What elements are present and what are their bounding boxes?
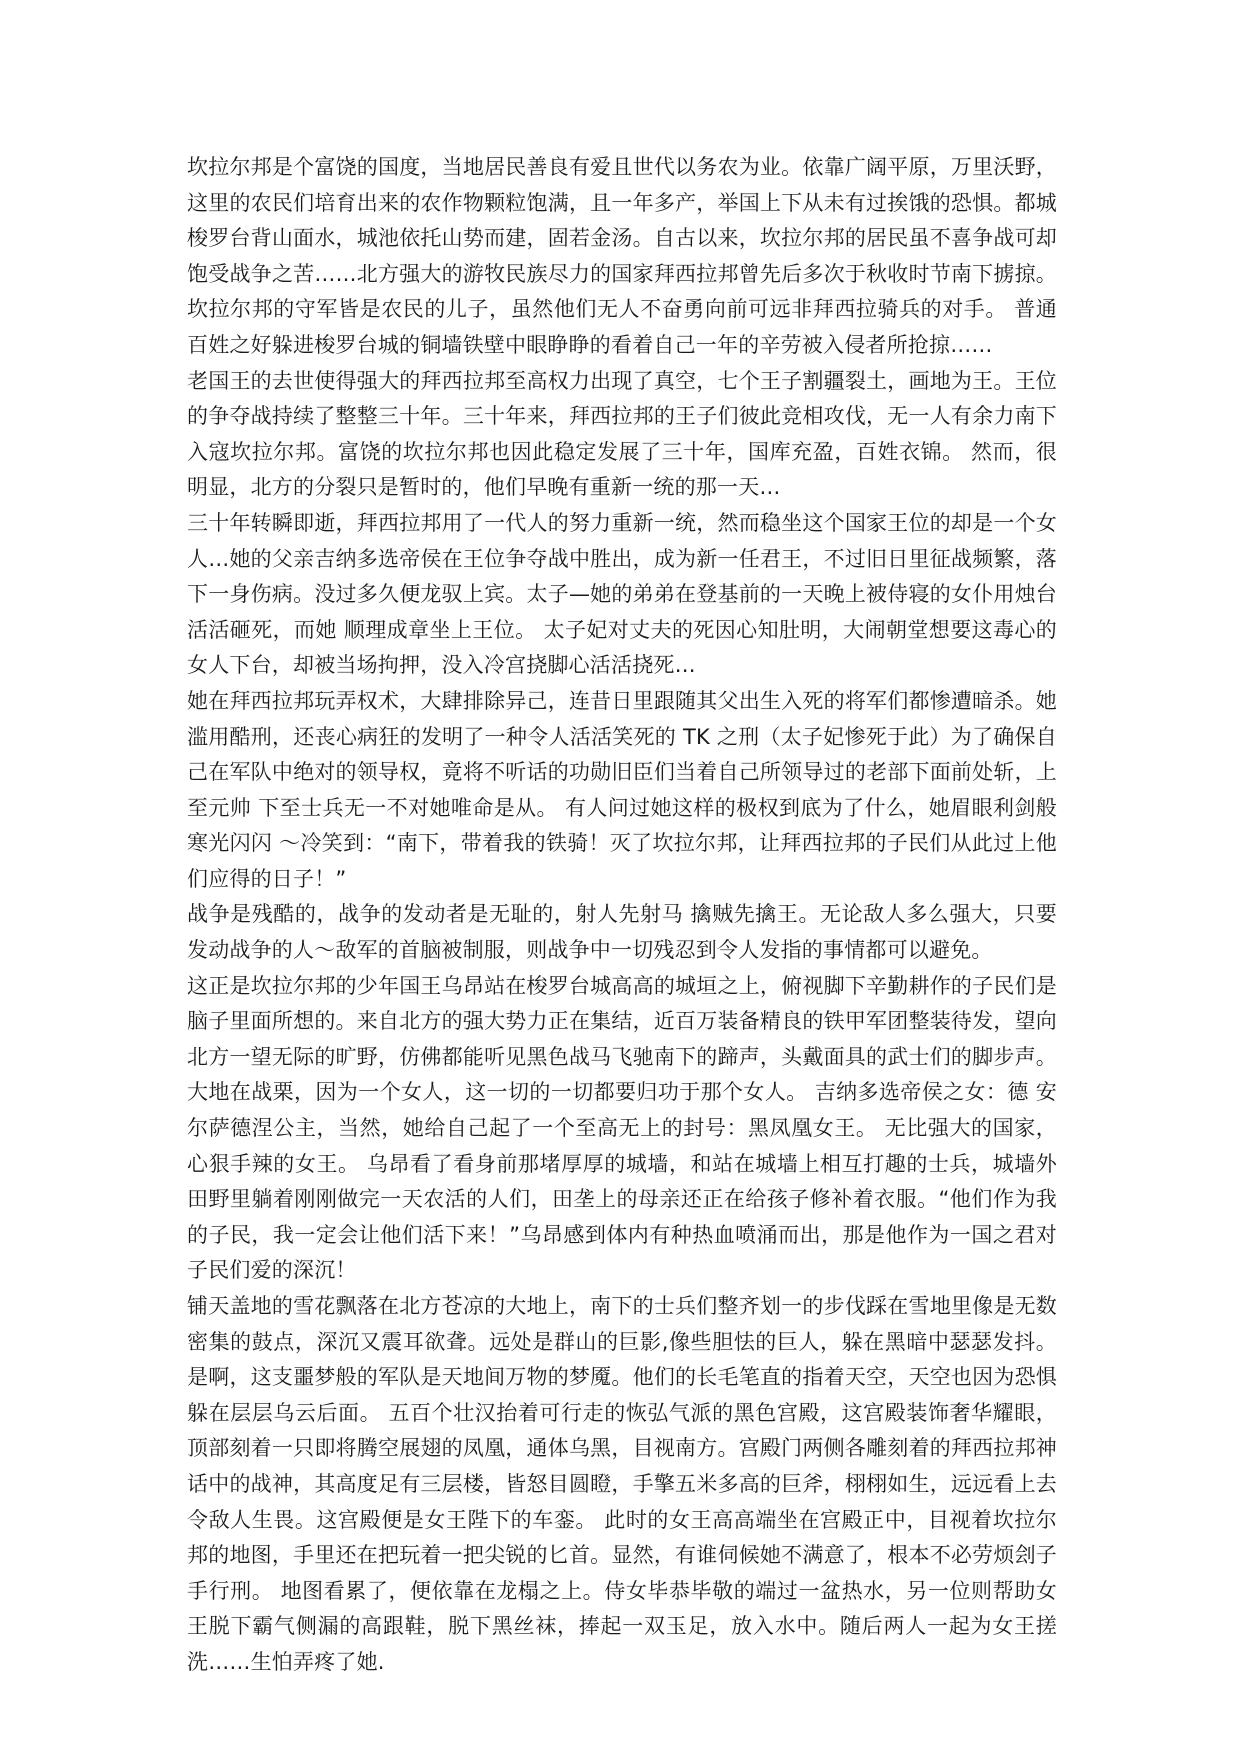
paragraph-7: 铺天盖地的雪花飘落在北方苍凉的大地上，南下的士兵们整齐划一的步伐踩在雪地里像是无数密集的鼓点，深沉又震耳欲聋。远处是群山的巨影,像些胆怯的巨人，躲在黑暗中瑟瑟发抖。是啊，这支噩梦般的军队是天地间万物的梦魇。他们的长毛笔直的指着天空，天空也因为恐惧躲在层层乌云后面。 五百个壮汉抬着可行走的恢弘气派的黑色宫殿，这宫殿装饰奢华耀眼，顶部刻着一只即将腾空展翅的凤凰，通体乌黑，目视南方。宫殿门两侧各雕刻着的拜西拉邦神话中的战神，其高度足有三层楼，皆怒目圆瞪，手擎五米多高的巨斧，栩栩如生，远远看上去令敌人生畏。这宫殿便是女王陛下的车銮。 此时的女王高高端坐在宫殿正中，目视着坎拉尔邦的地图，手里还在把玩着一把尖锐的匕首。显然，有谁伺候她不满意了，根本不必劳烦刽子手行刑。 地图看累了，便依靠在龙榻之上。侍女毕恭毕敬的端过一盆热水，另一位则帮助女王脱下霸气侧漏的高跟鞋，脱下黑丝袜，捧起一双玉足，放入水中。随后两人一起为女王搓洗……生怕弄疼了她. [187, 1294, 1057, 1674]
paragraph-1: 坎拉尔邦是个富饶的国度，当地居民善良有爱且世代以务农为业。依靠广阔平原，万里沃野，这里的农民们培育出来的农作物颗粒饱满，且一年多产，举国上下从未有过挨饿的恐惧。都城梭罗台背山面水，城池依托山势而建，固若金汤。自古以来，坎拉尔邦的居民虽不喜争战可却饱受战争之苦……北方强大的游牧民族尽力的国家拜西拉邦曾先后多次于秋收时节南下掳掠。 坎拉尔邦的守军皆是农民的儿子，虽然他们无人不奋勇向前可远非拜西拉骑兵的对手。 普通百姓之好躲进梭罗台城的铜墙铁壁中眼睁睁的看着自己一年的辛劳被入侵者所抢掠…… [187, 155, 1057, 357]
paragraph-4: 她在拜西拉邦玩弄权术，大肆排除异己，连昔日里跟随其父出生入死的将军们都惨遭暗杀。她滥用酷刑，还丧心病狂的发明了一种令人活活笑死的 TK 之刑（太子妃惨死于此）为了确保自己在军队中绝对的领导权，竟将不听话的功勋旧臣们当着自己所领导过的老部下面前处斩，上至元帅 下至士兵无一不对她唯命是从。 有人问过她这样的极权到底为了什么，她眉眼利剑般寒光闪闪 ～冷笑到：“南下，带着我的铁骑！灭了坎拉尔邦，让拜西拉邦的子民们从此过上他们应得的日子！” [187, 688, 1057, 891]
document-page [187, 150, 1057, 1681]
paragraph-3: 三十年转瞬即逝，拜西拉邦用了一代人的努力重新一统，然而稳坐这个国家王位的却是一个女人…她的父亲吉纳多选帝侯在王位争夺战中胜出，成为新一任君王，不过旧日里征战频繁，落下一身伤病。没过多久便龙驭上宾。太子—她的弟弟在登基前的一天晚上被侍寝的女仆用烛台活活砸死，而她 顺理成章坐上王位。 太子妃对丈夫的死因心知肚明，大闹朝堂想要这毒心的女人下台，却被当场拘押，没入冷宫挠脚心活活挠死… [187, 510, 1057, 678]
paragraph-2: 老国王的去世使得强大的拜西拉邦至高权力出现了真空，七个王子割疆裂土，画地为王。王位的争夺战持续了整整三十年。三十年来，拜西拉邦的王子们彼此竞相攻伐，无一人有余力南下入寇坎拉尔邦。富饶的坎拉尔邦也因此稳定发展了三十年，国库充盈，百姓衣锦。 然而，很明显，北方的分裂只是暂时的，他们早晚有重新一统的那一天… [187, 368, 1057, 500]
paragraph-6: 这正是坎拉尔邦的少年国王乌昂站在梭罗台城高高的城垣之上，俯视脚下辛勤耕作的子民们是脑子里面所想的。来自北方的强大势力正在集结，近百万装备精良的铁甲军团整装待发，望向北方一望无际的旷野，仿佛都能听见黑色战马飞驰南下的蹄声，头戴面具的武士们的脚步声。大地在战栗，因为一个女人，这一切的一切都要归功于那个女人。 吉纳多选帝侯之女：德 安尔萨德涅公主，当然，她给自己起了一个至高无上的封号：黑凤凰女王。 无比强大的国家，心狠手辣的女王。 乌昂看了看身前那堵厚厚的城墙，和站在城墙上相互打趣的士兵，城墙外 田野里躺着刚刚做完一天农活的人们，田垄上的母亲还正在给孩子修补着衣服。“他们作为我的子民，我一定会让他们活下来！”乌昂感到体内有种热血喷涌而出，那是他作为一国之君对子民们爱的深沉！ [187, 973, 1057, 1283]
paragraph-5: 战争是残酷的，战争的发动者是无耻的，射人先射马 擒贼先擒王。无论敌人多么强大，只要发动战争的人～敌军的首脑被制服，则战争中一切残忍到令人发指的事情都可以避免。 [187, 902, 1057, 963]
